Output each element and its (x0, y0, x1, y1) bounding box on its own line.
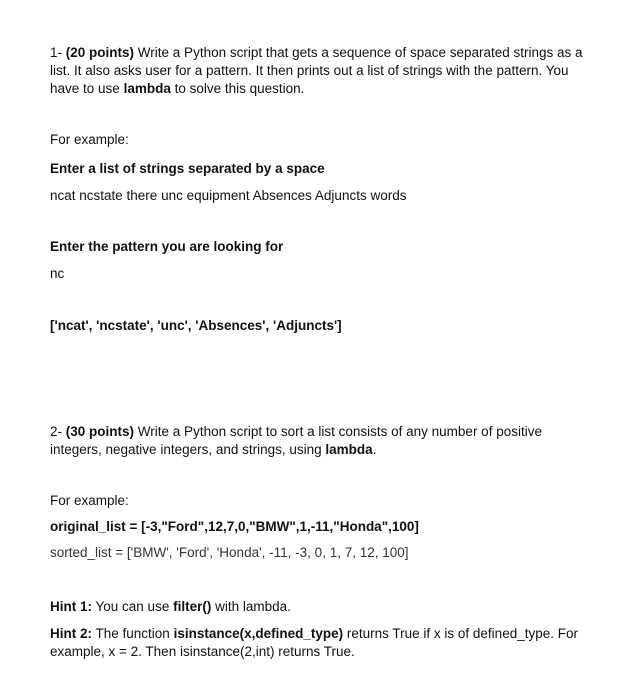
question-1-prompt-2: Enter the pattern you are looking for (50, 239, 284, 254)
question-1-number: 1- (50, 45, 63, 60)
hint-2-text-a: The function (92, 626, 174, 641)
question-2-text-b: . (372, 442, 377, 457)
question-2-points: (30 points) (65, 424, 135, 439)
question-2-example-label: For example: (50, 493, 129, 508)
question-1-keyword: lambda (123, 81, 171, 96)
hint-1-code: filter() (173, 599, 212, 614)
question-2-hint-2 (50, 625, 590, 661)
question-1-prompt-1: Enter a list of strings separated by a space (50, 161, 325, 176)
hint-2-label: Hint 2: (50, 626, 92, 641)
question-1-text-a: Write a Python script that gets a sequence of space separated strings as a list. It also asks user for a pattern. It then prints out a list of strings with the pattern. You have to use (50, 45, 583, 96)
question-1-input-1: ncat ncstate there unc equipment Absences Adjuncts words (50, 188, 407, 203)
question-1-statement (50, 44, 590, 98)
question-1-text-b: to solve this question. (170, 81, 305, 96)
question-1-points: (20 points) (65, 45, 135, 60)
question-2-sorted-list: sorted_list = ['BMW', 'Ford', 'Honda', -11, -3, 0, 1, 7, 12, 100] (50, 545, 409, 560)
question-2-original-list: original_list = [-3,"Ford",12,7,0,"BMW",1,-11,"Honda",100] (50, 519, 419, 534)
question-2-text-a: Write a Python script to sort a list consists of any number of positive integers, negative integers, and strings, using (50, 424, 542, 457)
hint-2-text-b: returns True if x is of defined_type. For example, x = 2. Then isinstance(2,int) returns True. (50, 626, 578, 659)
hint-1-label: Hint 1: (50, 599, 92, 614)
question-2-number: 2- (50, 424, 63, 439)
question-2-keyword: lambda (325, 442, 373, 457)
question-1-input-2: nc (50, 266, 65, 281)
hint-2-code: isinstance(x,defined_type) (173, 626, 344, 641)
hint-1-text-b: with lambda. (211, 599, 291, 614)
question-2-hint-1 (50, 598, 590, 616)
hint-1-text-a: You can use (92, 599, 174, 614)
question-1-output: ['ncat', 'ncstate', 'unc', 'Absences', 'Adjuncts'] (50, 318, 342, 333)
question-1-example-label: For example: (50, 132, 129, 147)
question-2-statement (50, 423, 590, 459)
